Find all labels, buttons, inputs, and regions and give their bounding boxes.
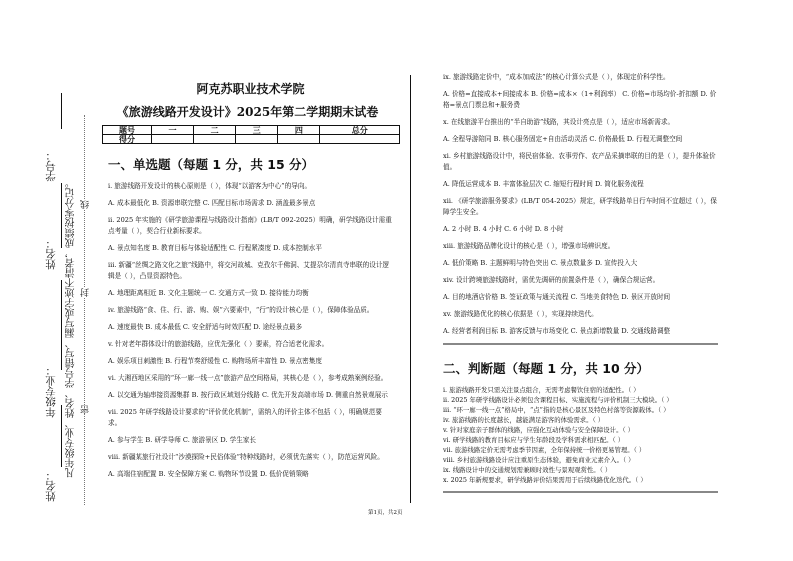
question-options: A. 目的地酒店价格 B. 签证政策与通关流程 C. 当地美食特色 D. 景区开放时间 <box>443 293 671 301</box>
score-cell[interactable] <box>278 135 320 144</box>
question: iv. 旅游线路“食、住、行、游、购、娱”六要素中，“行”的设计核心是（ ），保障体验品质。 <box>108 306 374 314</box>
binding-line <box>61 183 62 248</box>
question: i. 旅游线路开发设计的核心原则是（ ），体现“以游客为中心”的导向。 <box>108 182 312 190</box>
seal-line <box>84 115 85 505</box>
question: xi. 乡村旅游线路设计中，将民宿体验、农事劳作、农产品采摘串联的目的是（ ），提升体验价值。 <box>443 152 716 171</box>
score-row-label: 得分 <box>103 135 152 144</box>
question-options: A. 高端住宿配置 B. 安全保障方案 C. 购物环节设置 D. 低价促销策略 <box>108 470 309 478</box>
score-header-cell: 三 <box>236 126 278 135</box>
score-table-header-row <box>103 126 400 135</box>
question: v. 针对老年群体设计的旅游线路，应优先强化（ ）要素，符合适老化需求。 <box>108 340 329 348</box>
grade-major-label: 年级专业： <box>45 365 57 418</box>
question: ix. 旅游线路定价中，“成本加成法”的核心计算公式是（ ），体现定价科学性。 <box>443 73 670 81</box>
score-cell[interactable] <box>194 135 236 144</box>
section-title-single-choice: 一、单选题（每题 1 分，共 15 分） <box>108 157 315 172</box>
seal-char-mi: 密 <box>81 405 91 414</box>
tf-item: i. 旅游线路开发只需关注景点组合，无需考虑餐饮住宿的适配性。（ ） <box>443 386 640 394</box>
section-title-true-false: 二、判断题（每题 1 分，共 10 分） <box>443 361 650 376</box>
score-header-cell: 二 <box>194 126 236 135</box>
right-column <box>443 72 718 499</box>
exam-title: 《旅游线路开发设计》2025年第二学期期末试卷 <box>116 105 379 119</box>
tf-item: x. 2025 年新规要求，研学线路评价结果需用于后续线路优化迭代。（ ） <box>443 476 647 484</box>
question: xii. 《研学旅游服务要求》(LB/T 054-2025）规定，研学线路单日行车时间不宜超过（ ），保障学生安全。 <box>443 197 718 216</box>
score-header-cell: 总分 <box>320 126 400 135</box>
column-divider <box>410 75 411 503</box>
seal-char-feng: 封 <box>81 288 91 297</box>
tf-item: ix. 线路设计中的交通规划需兼顾时效性与景观观赏性。（ ） <box>443 466 612 474</box>
section-rule <box>443 343 718 345</box>
tf-item: vi. 研学线路的教育目标应与学生年龄段及学科需求相匹配。（ ） <box>443 436 625 444</box>
question-options: A. 景点知名度 B. 教育目标与体验适配性 C. 行程紧凑度 D. 成本控制水平 <box>108 244 322 252</box>
question: ii. 2025 年实施的《研学旅游课程与线路设计指南》(LB/T 092-2025）明确，研学线路设计需重点考量（ ），契合行业新标要求。 <box>108 216 392 235</box>
question-options: A. 价格=直接成本+间接成本 B. 价格=成本×（1+利润率） C. 价格=市场均价-折扣额 D. 价格=景点门票总和+服务费 <box>443 90 717 109</box>
question-options: A. 全程导游陪同 B. 核心服务固定+自由活动灵活 C. 价格最低 D. 行程无调整空间 <box>443 135 683 143</box>
question: xiv. 设计跨境旅游线路时，需优先调研的前置条件是（ ），确保合规运营。 <box>443 276 660 284</box>
tf-item: ii. 2025 年研学线路设计必须包含课程目标、实施流程与评价机制三大模块。（ ） <box>443 396 673 404</box>
question: viii. 新疆某旅行社设计“沙漠探险+民俗体验”特种线路时，必须优先落实（ ），防范运营风险。 <box>108 453 384 461</box>
left-column <box>108 80 393 480</box>
question: xv. 旅游线路优化的核心依据是（ ），实现持续迭代。 <box>443 310 598 318</box>
score-table <box>102 125 400 144</box>
binding-notice: 凡年级专业、姓名、学号错写、漏写或字迹不清者，成绩按零分记。 <box>66 178 77 478</box>
binding-line <box>61 93 62 129</box>
name-label-2: 姓名： <box>45 470 57 502</box>
name-label: 姓名： <box>45 238 57 270</box>
tf-item: vii. 旅游线路定价无需考虑季节因素，全年保持统一价格更易管理。（ ） <box>443 446 646 454</box>
question: x. 在线旅游平台推出的“半自助游”线路，其设计亮点是（ ），适应市场新需求。 <box>443 118 675 126</box>
tf-item: iv. 旅游线路的长度越长，越能满足游客的体验需求。（ ） <box>443 416 605 424</box>
score-table-row <box>103 135 400 144</box>
question-options: A. 娱乐项目刺激性 B. 行程节奏舒缓性 C. 购物场所丰富性 D. 景点密集度 <box>108 357 322 365</box>
score-cell[interactable] <box>152 135 194 144</box>
question-options: A. 成本最低化 B. 资源串联完整 C. 匹配目标市场需求 D. 涵盖最多景点 <box>108 199 316 207</box>
tf-item: iii. “环一廊一线一点”格局中，“点”指的是核心景区及特色村落等资源载体。（ ） <box>443 406 670 414</box>
question-options: A. 速度最快 B. 成本最低 C. 安全舒适与时效匹配 D. 途经景点最多 <box>108 323 303 331</box>
binding-margin <box>0 0 100 561</box>
question-options: A. 经营者利润目标 B. 游客反馈与市场变化 C. 景点新增数量 D. 交通线路调整 <box>443 327 671 335</box>
question-options: A. 2 小时 B. 4 小时 C. 6 小时 D. 8 小时 <box>443 225 564 233</box>
score-header-cell: 一 <box>152 126 194 135</box>
question: iii. 新疆“丝绸之路文化之旅”线路中，将交河故城、克孜尔千佛洞、艾提尕尔清真寺串联的设计逻辑是（ ），凸显资源特色。 <box>108 261 390 280</box>
question-options: A. 参与学生 B. 研学导师 C. 旅游景区 D. 学生家长 <box>108 436 257 444</box>
question: xiii. 旅游线路品牌化设计的核心是（ ），增强市场辨识度。 <box>443 242 615 250</box>
score-cell[interactable] <box>320 135 400 144</box>
question: vi. 大湘西地区采用的“环一廊一线一点”旅游产品空间格局，其核心是（ ），参考成熟案例经验。 <box>108 374 388 382</box>
score-header-cell: 题号 <box>103 126 152 135</box>
tf-item: v. 针对家庭亲子群体的线路，应强化互动体验与安全保障设计。（ ） <box>443 426 635 434</box>
question-options: A. 降低运营成本 B. 丰富体验层次 C. 缩短行程时间 D. 简化服务流程 <box>443 180 644 188</box>
tf-item: viii. 乡村旅游线路设计应注重原生态体验，避免商业元素介入。（ ） <box>443 456 635 464</box>
section-rule <box>443 491 718 493</box>
seal-char-xian: 线 <box>81 200 91 209</box>
question-options: A. 低价策略 B. 主题鲜明与特色突出 C. 景点数量多 D. 宣传投入大 <box>443 259 638 267</box>
binding-line <box>61 280 62 370</box>
question-options: A. 以交通为轴串接资源集群 B. 按行政区域划分线路 C. 优先开发高端市场 D. 侧重自然景观展示 <box>108 391 388 399</box>
binding-line <box>61 405 62 467</box>
score-header-cell: 四 <box>278 126 320 135</box>
question-options: A. 地理距离相近 B. 文化主题统一 C. 交通方式一致 D. 接待能力均衡 <box>108 289 309 297</box>
score-cell[interactable] <box>236 135 278 144</box>
question: vii. 2025 年研学线路设计要求的“评价优化机制”，需纳入的评价主体不包括（ ），明确规范要求。 <box>108 408 382 427</box>
student-id-label: 学号： <box>45 150 57 182</box>
school-name: 阿克苏职业技术学院 <box>196 82 305 96</box>
page-footer: 第1页，共2页 <box>368 510 403 516</box>
